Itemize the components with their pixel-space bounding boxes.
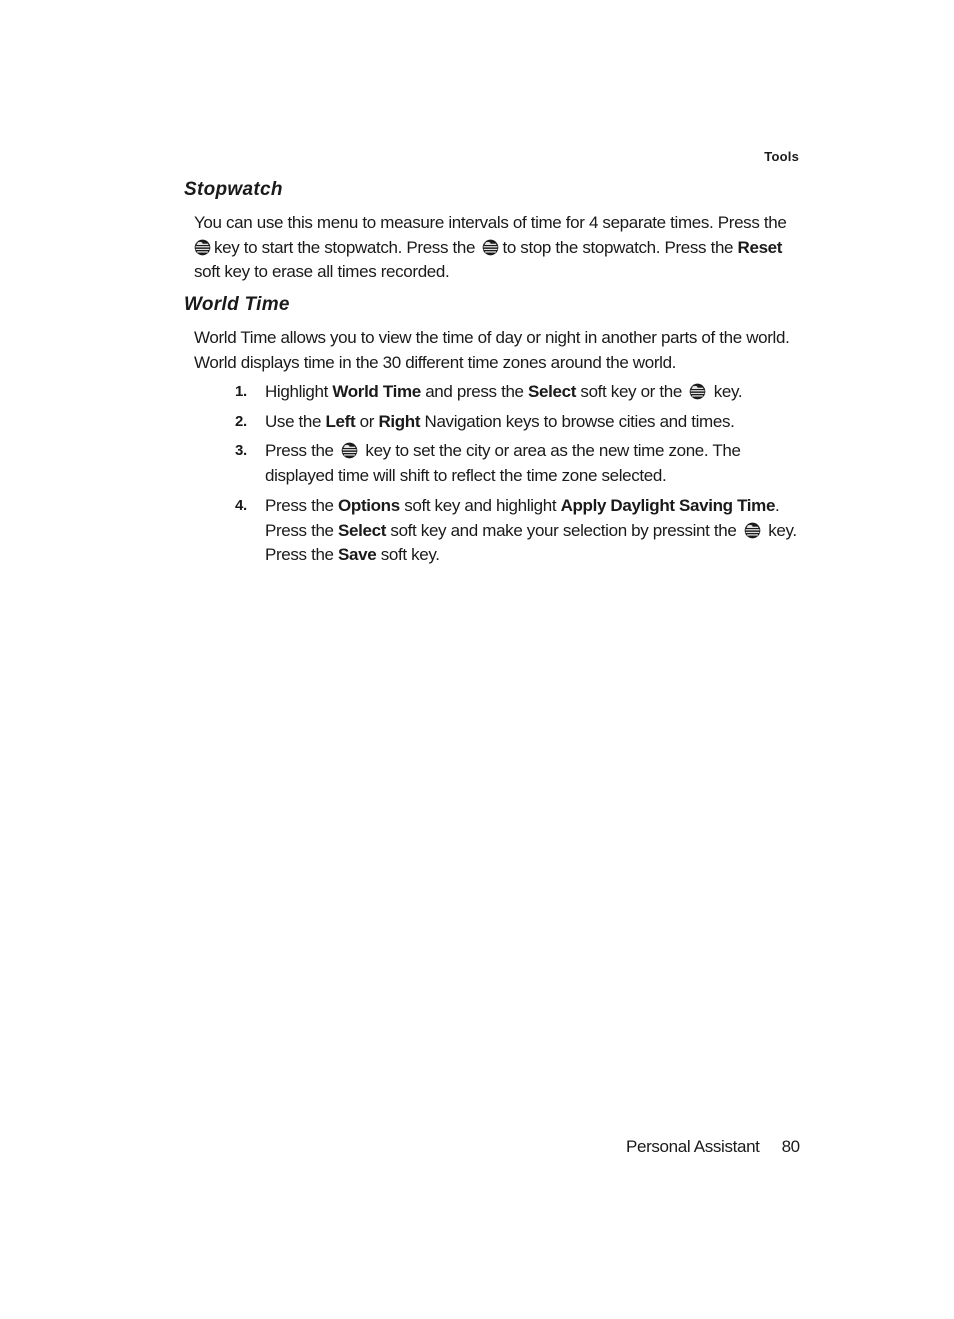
footer-chapter-label: Personal Assistant [626,1137,760,1156]
list-item [235,439,755,488]
step-text: key to set the city or area as the new time zone. The displayed time will shift to reflect the time zone selected. [265,441,741,485]
world-time-intro: World Time allows you to view the time of day or night in another parts of the world. World displays time in the 30 different time zones around the world. [194,328,790,372]
step-text: Navigation keys to browse cities and times. [424,412,735,431]
step-bold: Left [325,412,356,431]
step-text: Highlight [265,382,328,401]
step-text: and press the [425,382,524,401]
step-text: Press the [265,520,334,540]
stopwatch-text-3: to stop the stopwatch. Press the [502,237,734,257]
step-text: key. [713,382,743,401]
step-text: or [359,412,375,431]
step-text: . [775,496,780,515]
step-text: soft key and make your selection by pressint the [390,520,737,540]
step-bold: Select [528,382,577,401]
stopwatch-paragraph [194,211,804,285]
stopwatch-text-2: key to start the stopwatch. Press the [214,237,476,257]
step-bold: Options [338,496,400,515]
step-text: soft key or the [580,382,682,401]
att-globe-key-icon [744,522,761,539]
step-text: Press the [265,441,334,460]
stopwatch-heading: Stopwatch [184,179,283,200]
step-number: 1. [235,383,247,400]
step-text: soft key. [380,545,440,564]
step-text: key. [768,520,797,540]
list-item [235,410,810,435]
reset-soft-key-label: Reset [737,237,783,257]
world-time-heading: World Time [184,294,290,315]
att-globe-key-icon [194,239,211,256]
step-bold: World Time [332,382,421,401]
step-bold: Select [338,520,387,540]
step-number: 2. [235,413,247,430]
att-globe-key-icon [689,383,706,400]
page-number: 80 [781,1137,800,1156]
step-text: Press the [265,545,334,564]
page-header-section-label: Tools [764,149,799,164]
step-bold: Apply Daylight Saving Time [560,496,776,515]
stopwatch-text-4: soft key to erase all times recorded. [194,262,450,281]
step-number: 4. [235,497,247,514]
step-number: 3. [235,442,247,459]
step-bold: Save [338,545,377,564]
att-globe-key-icon [341,442,358,459]
att-globe-key-icon [482,239,499,256]
step-text: Press the [265,496,334,515]
step-bold: Right [378,412,421,431]
step-text: soft key and highlight [404,496,557,515]
list-item [235,380,810,405]
stopwatch-text-1: You can use this menu to measure intervals of time for 4 separate times. Press the [194,213,787,232]
page-footer [626,1137,800,1157]
step-text: Use the [265,412,322,431]
list-item [235,494,810,568]
